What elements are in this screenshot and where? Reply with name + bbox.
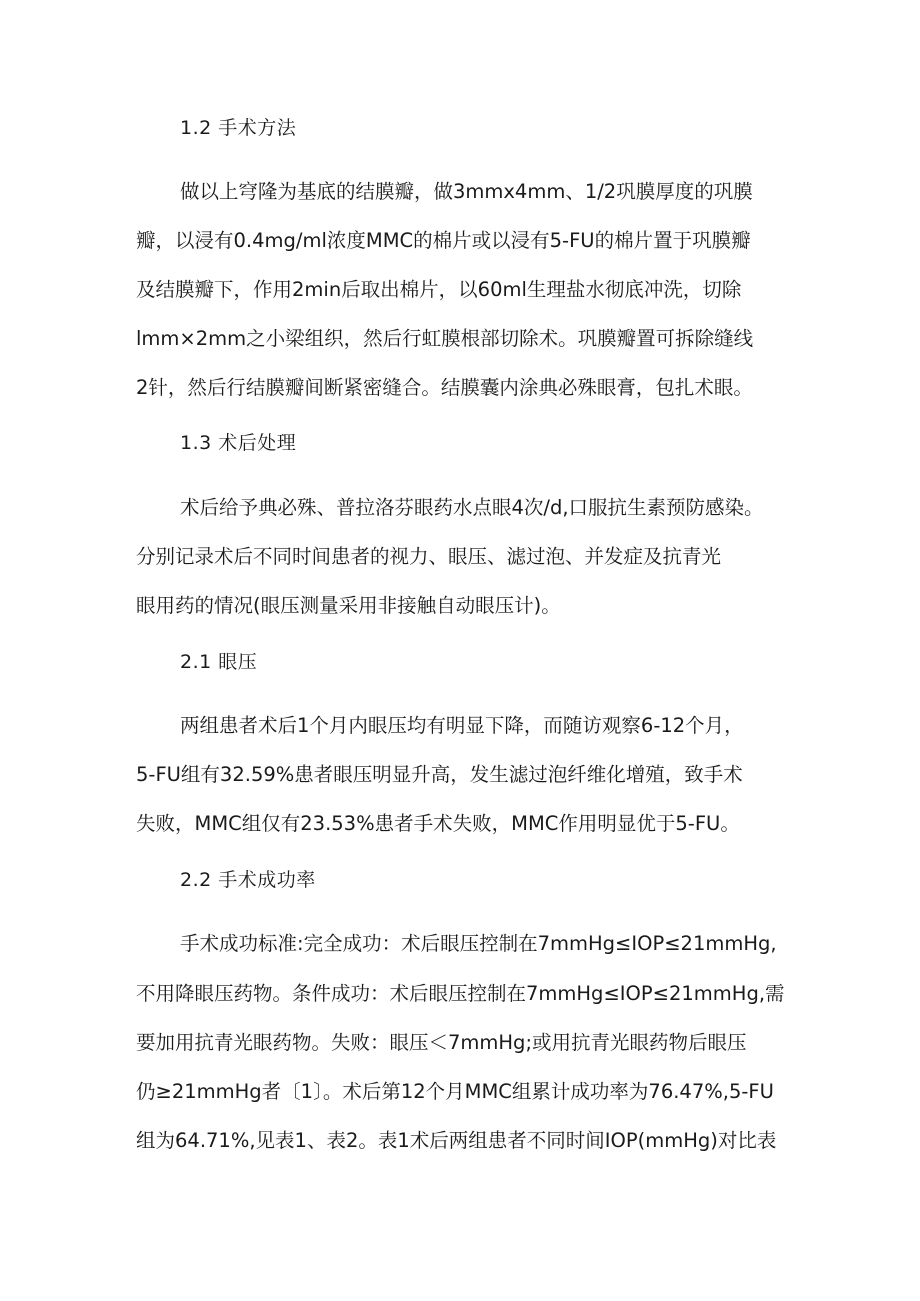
- paragraph-line: 5-FU组有32.59%患者眼压明显升高，发生滤过泡纤维化增殖，致手术: [136, 763, 743, 786]
- paragraph-line: 2针，然后行结膜瓣间断紧密缝合。结膜囊内涂典必殊眼膏，包扎术眼。: [136, 376, 753, 399]
- paragraph-line: 手术成功标准:完全成功：术后眼压控制在7mmHg≤IOP≤21mmHg,: [180, 932, 777, 955]
- section-heading-1-3: 1.3 术后处理: [180, 432, 297, 454]
- paragraph-line: lmm×2mm之小梁组织，然后行虹膜根部切除术。巩膜瓣置可拆除缝线: [136, 327, 754, 350]
- paragraph-line: 要加用抗青光眼药物。失败：眼压＜7mmHg;或用抗青光眼药物后眼压: [136, 1031, 747, 1054]
- paragraph-line: 不用降眼压药物。条件成功：术后眼压控制在7mmHg≤IOP≤21mmHg,需: [136, 982, 785, 1005]
- section-heading-2-1: 2.1 眼压: [180, 651, 258, 673]
- paragraph-line: 失败，MMC组仅有23.53%患者手术失败，MMC作用明显优于5-FU。: [136, 812, 740, 835]
- paragraph-line: 两组患者术后1个月内眼压均有明显下降，而随访观察6-12个月，: [180, 714, 744, 737]
- paragraph-line: 及结膜瓣下，作用2min后取出棉片，以60ml生理盐水彻底冲洗，切除: [136, 278, 742, 301]
- paragraph-line: 眼用药的情况(眼压测量采用非接触自动眼压计)。: [136, 594, 561, 617]
- paragraph-line: 做以上穹隆为基底的结膜瓣，做3mmx4mm、1/2巩膜厚度的巩膜: [180, 180, 753, 203]
- paragraph-line: 组为64.71%,见表1、表2。表1术后两组患者不同时间IOP(mmHg)对比表: [136, 1129, 777, 1152]
- section-heading-2-2: 2.2 手术成功率: [180, 869, 316, 891]
- paragraph-line: 仍≥21mmHg者〔1〕。术后第12个月MMC组累计成功率为76.47%,5-FU: [136, 1080, 774, 1103]
- paragraph-line: 分别记录术后不同时间患者的视力、眼压、滤过泡、并发症及抗青光: [136, 545, 722, 568]
- paragraph-line: 术后给予典必殊、普拉洛芬眼药水点眼4次/d,口服抗生素预防感染。: [180, 496, 764, 519]
- section-heading-1-2: 1.2 手术方法: [180, 117, 297, 139]
- paragraph-line: 瓣，以浸有0.4mg/ml浓度MMC的棉片或以浸有5-FU的棉片置于巩膜瓣: [136, 229, 751, 252]
